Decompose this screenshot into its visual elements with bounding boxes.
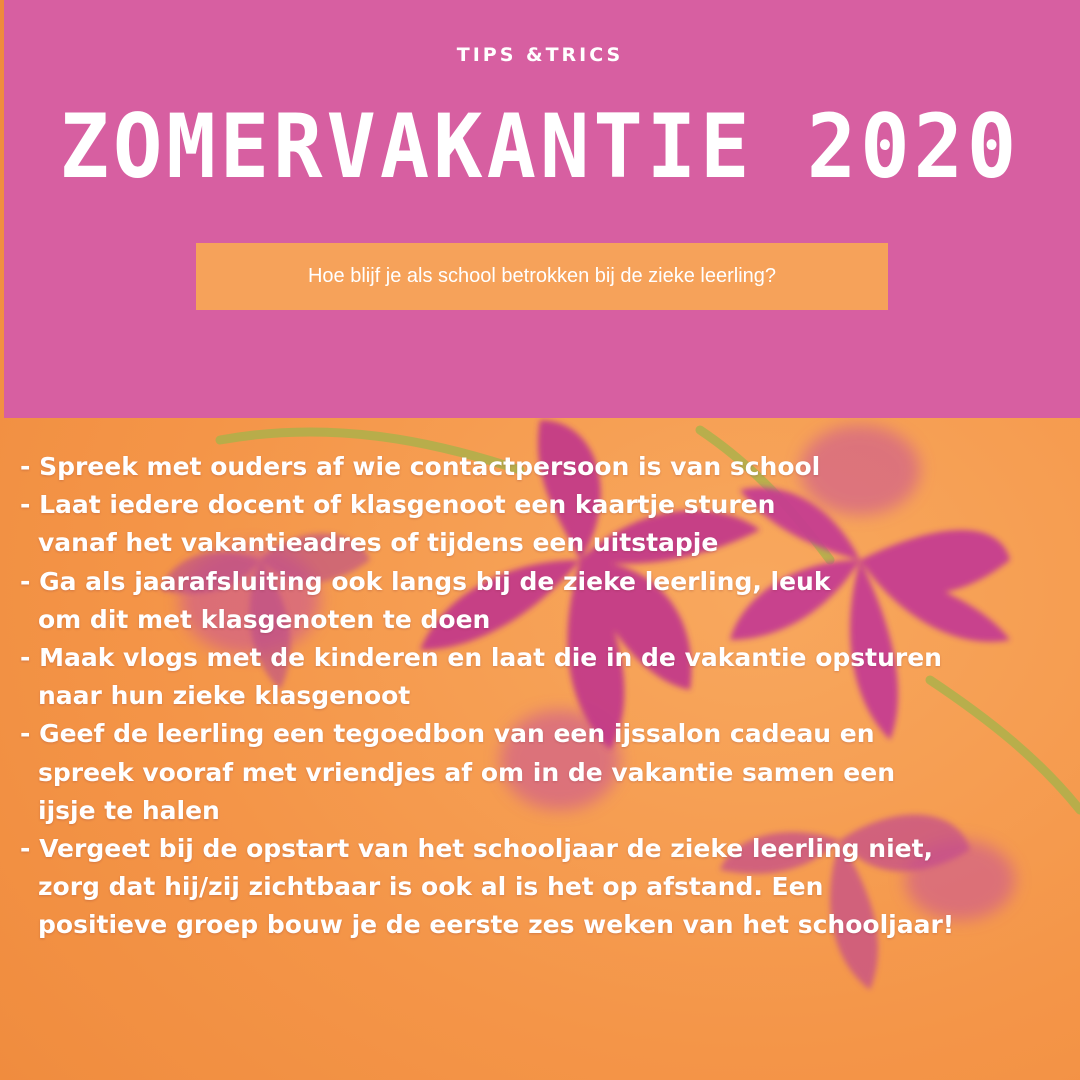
subtitle-box [196,243,888,310]
tip-item: - Vergeet bij de opstart van het schooljaar de zieke leerling niet, zorg dat hij/zij zichtbaar is ook al is het op afstand. Een positieve groep bouw je de eerste zes weken van het schooljaar! [20,834,955,940]
tips-list [20,448,1060,945]
tip-item: - Spreek met ouders af wie contactpersoon is van school [20,452,821,481]
page-title: ZOMERVAKANTIE 2020 [59,96,1021,199]
tip-item: - Laat iedere docent of klasgenoot een kaartje sturen vanaf het vakantieadres of tijdens een uitstapje [20,490,776,558]
subtitle-text: Hoe blijf je als school betrokken bij de zieke leerling? [307,265,777,287]
kicker-label: TIPS &TRICS [456,44,624,66]
tip-item: - Geef de leerling een tegoedbon van een ijssalon cadeau en spreek vooraf met vriendjes af om in de vakantie samen een ijsje te halen [20,719,895,825]
tip-item: - Ga als jaarafsluiting ook langs bij de zieke leerling, leuk om dit met klasgenoten te doen [20,566,831,634]
tip-item: - Maak vlogs met de kinderen en laat die in de vakantie opsturen naar hun zieke klasgenoot [20,643,942,711]
